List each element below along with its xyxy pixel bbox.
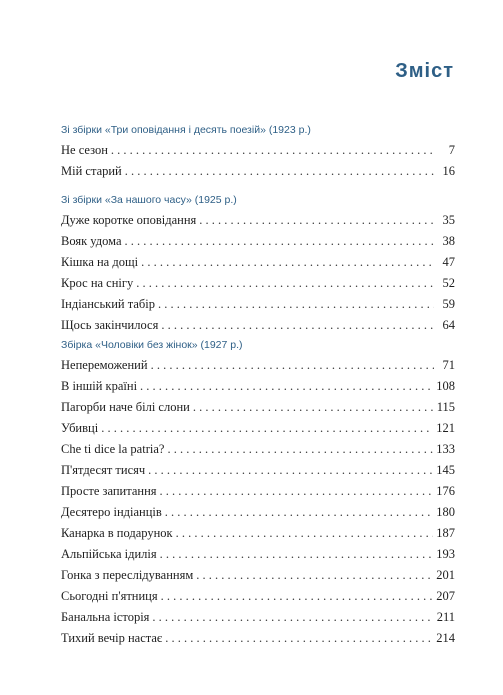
entry-title: П'ятдесят тисяч (61, 463, 146, 477)
dot-leader (160, 481, 434, 502)
entry-title: В іншій країні (61, 379, 138, 393)
entry-page-number: 47 (442, 255, 455, 269)
section-header: Збірка «Чоловіки без жінок» (1927 р.) (61, 339, 243, 351)
entry-page-number: 207 (436, 589, 455, 603)
toc-entry[interactable] (61, 481, 455, 502)
entry-title: Непереможений (61, 358, 148, 372)
entry-title: Альпійська ідилія (61, 547, 157, 561)
toc-entry[interactable] (61, 161, 455, 182)
dot-leader (152, 607, 433, 628)
dot-leader (140, 376, 433, 397)
toc-entry[interactable] (61, 355, 455, 376)
toc-entry[interactable] (61, 315, 455, 336)
dot-leader (167, 439, 433, 460)
entry-title: Канарка в подарунок (61, 526, 173, 540)
toc-section (61, 192, 455, 336)
entry-page-number: 16 (442, 164, 455, 178)
toc-entry[interactable] (61, 439, 455, 460)
entry-title: Крос на снігу (61, 276, 134, 290)
entry-title: Пагорби наче білі слони (61, 400, 190, 414)
entry-title: Вояк удома (61, 234, 122, 248)
entry-title: Сьогодні п'ятниця (61, 589, 158, 603)
entry-page-number: 145 (436, 463, 455, 477)
toc-entry[interactable] (61, 502, 455, 523)
dot-leader (160, 544, 434, 565)
dot-leader (148, 460, 433, 481)
section-header: Зі збірки «За нашого часу» (1925 р.) (61, 194, 237, 206)
entry-page-number: 38 (442, 234, 455, 248)
dot-leader (136, 273, 434, 294)
entry-page-number: 64 (442, 318, 455, 332)
entry-title: Просте запитання (61, 484, 157, 498)
entry-title: Банальна історія (61, 610, 150, 624)
dot-leader (125, 231, 434, 252)
entry-title: Гонка з переслідуванням (61, 568, 194, 582)
toc-entry[interactable] (61, 294, 455, 315)
toc-entry[interactable] (61, 210, 455, 231)
entry-page-number: 108 (436, 379, 455, 393)
entry-title: Убивці (61, 421, 99, 435)
entry-page-number: 176 (436, 484, 455, 498)
entry-page-number: 121 (436, 421, 455, 435)
toc-entry[interactable] (61, 252, 455, 273)
toc-entry[interactable] (61, 460, 455, 481)
entry-title: Che ti dice la patria? (61, 442, 165, 456)
section-header: Зі збірки «Три оповідання і десять поезій» (1923 р.) (61, 124, 311, 136)
entry-title: Щось закінчилося (61, 318, 159, 332)
toc-section (61, 337, 455, 649)
entry-page-number: 35 (442, 213, 455, 227)
entry-page-number: 201 (436, 568, 455, 582)
entry-page-number: 211 (436, 610, 455, 624)
entry-title: Десятеро індіанців (61, 505, 162, 519)
entry-page-number: 7 (448, 143, 455, 157)
entry-page-number: 187 (436, 526, 455, 540)
dot-leader (196, 565, 433, 586)
toc-entry[interactable] (61, 544, 455, 565)
dot-leader (101, 418, 433, 439)
dot-leader (199, 210, 434, 231)
entry-page-number: 214 (436, 631, 455, 645)
dot-leader (151, 355, 434, 376)
toc-entry[interactable] (61, 140, 455, 161)
toc-entry[interactable] (61, 586, 455, 607)
dot-leader (161, 315, 434, 336)
toc-entry[interactable] (61, 397, 455, 418)
page-title: Зміст (395, 60, 454, 82)
entry-title: Тихий вечір настає (61, 631, 163, 645)
dot-leader (161, 586, 434, 607)
dot-leader (158, 294, 434, 315)
toc-entry[interactable] (61, 376, 455, 397)
entry-page-number: 180 (436, 505, 455, 519)
entry-title: Індіанський табір (61, 297, 155, 311)
entry-title: Кішка на дощі (61, 255, 139, 269)
entry-title: Дуже коротке оповідання (61, 213, 197, 227)
entry-page-number: 52 (442, 276, 455, 290)
toc-entry[interactable] (61, 418, 455, 439)
entry-title: Не сезон (61, 143, 108, 157)
entry-page-number: 133 (436, 442, 455, 456)
toc-entry[interactable] (61, 565, 455, 586)
dot-leader (176, 523, 434, 544)
toc-entry[interactable] (61, 607, 455, 628)
entry-page-number: 71 (442, 358, 455, 372)
entry-page-number: 115 (436, 400, 455, 414)
dot-leader (141, 252, 434, 273)
toc-entry[interactable] (61, 628, 455, 649)
entry-page-number: 193 (436, 547, 455, 561)
entry-page-number: 59 (442, 297, 455, 311)
dot-leader (165, 502, 433, 523)
dot-leader (111, 140, 434, 161)
toc-section (61, 122, 455, 182)
dot-leader (165, 628, 433, 649)
toc-entry[interactable] (61, 523, 455, 544)
entry-title: Мій старий (61, 164, 122, 178)
dot-leader (193, 397, 434, 418)
toc-entry[interactable] (61, 273, 455, 294)
toc-entry[interactable] (61, 231, 455, 252)
dot-leader (125, 161, 434, 182)
